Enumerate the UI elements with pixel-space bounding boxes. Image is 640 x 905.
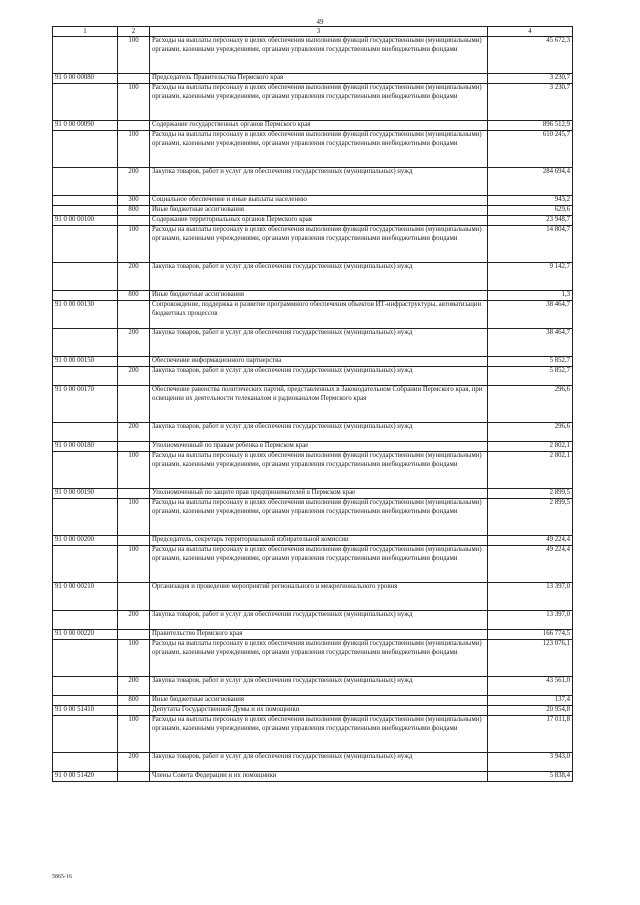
row-amount: 296,6 (488, 386, 573, 423)
row-type (118, 301, 150, 329)
row-name: Закупка товаров, работ и услуг для обеспечения государственных (муниципальных) нужд (150, 611, 488, 630)
row-code (53, 131, 118, 168)
row-amount: 14 804,7 (488, 226, 573, 263)
row-name: Председатель, секретарь территориальной избирательной комиссии (150, 536, 488, 546)
table-row (53, 196, 573, 206)
row-code (53, 611, 118, 630)
table-row (53, 753, 573, 772)
row-code: 91 0 00 00130 (53, 301, 118, 329)
table-row (53, 706, 573, 716)
table-row (53, 630, 573, 640)
row-code (53, 640, 118, 677)
row-name: Иные бюджетные ассигнования (150, 206, 488, 216)
row-name: Социальное обеспечение и иные выплаты населению (150, 196, 488, 206)
row-code (53, 367, 118, 386)
table-row (53, 291, 573, 301)
row-type: 100 (118, 499, 150, 536)
table-row (53, 301, 573, 329)
row-amount: 2 899,5 (488, 499, 573, 536)
row-code (53, 206, 118, 216)
row-amount: 2 899,5 (488, 489, 573, 499)
row-name: Иные бюджетные ассигнования (150, 696, 488, 706)
row-type: 100 (118, 452, 150, 489)
row-name: Расходы на выплаты персоналу в целях обеспечения выполнения функций государственными (муниципальными) органами, казенными учреждениями, органами управления государственными внебюджетными фондами (150, 499, 488, 536)
table-row (53, 206, 573, 216)
row-amount: 137,4 (488, 696, 573, 706)
row-amount: 896 512,9 (488, 121, 573, 131)
row-type: 800 (118, 291, 150, 301)
row-type (118, 536, 150, 546)
row-type: 800 (118, 206, 150, 216)
table-row (53, 37, 573, 74)
row-type: 200 (118, 168, 150, 196)
row-type: 100 (118, 226, 150, 263)
table-row (53, 367, 573, 386)
row-amount: 13 397,0 (488, 583, 573, 611)
row-amount: 2 802,1 (488, 452, 573, 489)
row-amount: 3 943,0 (488, 753, 573, 772)
row-amount: 13 397,0 (488, 611, 573, 630)
row-amount: 49 224,4 (488, 536, 573, 546)
row-amount: 3 230,7 (488, 74, 573, 84)
row-type: 100 (118, 640, 150, 677)
row-name: Содержание государственных органов Пермского края (150, 121, 488, 131)
row-name: Уполномоченный по защите прав предпринимателей в Пермском крае (150, 489, 488, 499)
row-code: 91 0 00 51420 (53, 772, 118, 782)
row-code (53, 226, 118, 263)
table-row (53, 583, 573, 611)
row-type: 100 (118, 37, 150, 74)
row-amount: 166 774,5 (488, 630, 573, 640)
row-type (118, 357, 150, 367)
table-row (53, 489, 573, 499)
table-row (53, 546, 573, 583)
row-code (53, 291, 118, 301)
row-name: Закупка товаров, работ и услуг для обеспечения государственных (муниципальных) нужд (150, 263, 488, 291)
row-amount: 296,6 (488, 423, 573, 442)
row-name: Обеспечение равенства политических партий, представленных в Законодательном Собрании Пермского края, при освещении их деятельности телеканалом и радиоканалом Пермского края (150, 386, 488, 423)
row-name: Уполномоченный по правам ребенка в Пермском крае (150, 442, 488, 452)
budget-table (52, 26, 573, 782)
row-amount: 23 948,7 (488, 216, 573, 226)
row-type (118, 121, 150, 131)
row-type: 100 (118, 84, 150, 121)
table-row (53, 442, 573, 452)
row-name: Расходы на выплаты персоналу в целях обеспечения выполнения функций государственными (муниципальными) органами, казенными учреждениями, органами управления государственными внебюджетными фондами (150, 84, 488, 121)
row-name: Закупка товаров, работ и услуг для обеспечения государственных (муниципальных) нужд (150, 329, 488, 357)
table-row (53, 74, 573, 84)
table-row (53, 168, 573, 196)
row-amount: 20 954,8 (488, 706, 573, 716)
table-row (53, 84, 573, 121)
row-amount: 943,2 (488, 196, 573, 206)
row-code (53, 696, 118, 706)
row-amount: 3 230,7 (488, 84, 573, 121)
row-code (53, 716, 118, 753)
row-type: 100 (118, 716, 150, 753)
row-type (118, 442, 150, 452)
row-type: 300 (118, 196, 150, 206)
table-row (53, 131, 573, 168)
header-row (53, 27, 573, 37)
row-amount: 17 011,8 (488, 716, 573, 753)
row-type (118, 216, 150, 226)
row-name: Председатель Правительства Пермского края (150, 74, 488, 84)
row-code (53, 329, 118, 357)
row-code (53, 168, 118, 196)
row-code: 91 0 00 00150 (53, 357, 118, 367)
table-row (53, 263, 573, 291)
row-code (53, 499, 118, 536)
row-code (53, 37, 118, 74)
row-amount: 5 838,4 (488, 772, 573, 782)
row-code (53, 546, 118, 583)
row-amount: 1,3 (488, 291, 573, 301)
row-type (118, 386, 150, 423)
row-amount: 45 672,3 (488, 37, 573, 74)
row-type: 100 (118, 131, 150, 168)
row-code: 91 0 00 00170 (53, 386, 118, 423)
row-amount: 284 694,4 (488, 168, 573, 196)
row-code: 91 0 00 00100 (53, 216, 118, 226)
row-type: 200 (118, 423, 150, 442)
row-code (53, 677, 118, 696)
row-code: 91 0 00 00090 (53, 121, 118, 131)
row-name: Члены Совета Федерации и их помощники (150, 772, 488, 782)
row-code: 91 0 00 00190 (53, 489, 118, 499)
table-row (53, 772, 573, 782)
row-name: Расходы на выплаты персоналу в целях обеспечения выполнения функций государственными (муниципальными) органами, казенными учреждениями, органами управления государственными внебюджетными фондами (150, 226, 488, 263)
row-name: Расходы на выплаты персоналу в целях обеспечения выполнения функций государственными (муниципальными) органами, казенными учреждениями, органами управления государственными внебюджетными фондами (150, 37, 488, 74)
row-amount: 5 852,7 (488, 367, 573, 386)
row-type (118, 630, 150, 640)
column-header-amount: 4 (488, 27, 573, 37)
table-row (53, 499, 573, 536)
table-row (53, 452, 573, 489)
table-row (53, 329, 573, 357)
row-type: 800 (118, 696, 150, 706)
row-amount: 38 464,7 (488, 301, 573, 329)
table-row (53, 716, 573, 753)
row-amount: 43 561,0 (488, 677, 573, 696)
row-code: 91 0 00 00180 (53, 442, 118, 452)
row-amount: 2 802,1 (488, 442, 573, 452)
row-code (53, 263, 118, 291)
row-name: Закупка товаров, работ и услуг для обеспечения государственных (муниципальных) нужд (150, 423, 488, 442)
row-name: Расходы на выплаты персоналу в целях обеспечения выполнения функций государственными (муниципальными) органами, казенными учреждениями, органами управления государственными внебюджетными фондами (150, 546, 488, 583)
row-type: 200 (118, 753, 150, 772)
row-type (118, 772, 150, 782)
row-amount: 38 464,7 (488, 329, 573, 357)
table-row (53, 611, 573, 630)
table-row (53, 677, 573, 696)
row-name: Закупка товаров, работ и услуг для обеспечения государственных (муниципальных) нужд (150, 367, 488, 386)
column-header-code: 1 (53, 27, 118, 37)
row-amount: 5 852,7 (488, 357, 573, 367)
page-number: 49 (316, 18, 324, 26)
table-row (53, 386, 573, 423)
row-code (53, 423, 118, 442)
row-code: 91 0 00 51410 (53, 706, 118, 716)
row-name: Расходы на выплаты персоналу в целях обеспечения выполнения функций государственными (муниципальными) органами, казенными учреждениями, органами управления государственными внебюджетными фондами (150, 131, 488, 168)
row-type: 200 (118, 263, 150, 291)
table-row (53, 696, 573, 706)
row-code: 91 0 00 00080 (53, 74, 118, 84)
table-row (53, 640, 573, 677)
row-amount: 629,6 (488, 206, 573, 216)
row-type: 100 (118, 546, 150, 583)
row-code (53, 753, 118, 772)
row-name: Правительство Пермского края (150, 630, 488, 640)
row-code: 91 0 00 00200 (53, 536, 118, 546)
row-type: 200 (118, 329, 150, 357)
row-name: Обеспечение информационного партнерства (150, 357, 488, 367)
row-code (53, 84, 118, 121)
row-type (118, 706, 150, 716)
row-name: Организация и проведение мероприятий регионального и межрегионального уровня (150, 583, 488, 611)
table-row (53, 216, 573, 226)
row-amount: 123 076,1 (488, 640, 573, 677)
row-type (118, 583, 150, 611)
row-name: Депутаты Государственной Думы и их помощники (150, 706, 488, 716)
row-code: 91 0 00 00220 (53, 630, 118, 640)
row-name: Содержание территориальных органов Пермского края (150, 216, 488, 226)
row-name: Расходы на выплаты персоналу в целях обеспечения выполнения функций государственными (муниципальными) органами, казенными учреждениями, органами управления государственными внебюджетными фондами (150, 640, 488, 677)
table-row (53, 226, 573, 263)
row-name: Закупка товаров, работ и услуг для обеспечения государственных (муниципальных) нужд (150, 677, 488, 696)
row-type: 200 (118, 611, 150, 630)
row-code (53, 196, 118, 206)
footer-code: 5865-16 (52, 874, 72, 880)
row-type (118, 489, 150, 499)
row-type: 200 (118, 677, 150, 696)
row-name: Закупка товаров, работ и услуг для обеспечения государственных (муниципальных) нужд (150, 753, 488, 772)
column-header-type: 2 (118, 27, 150, 37)
row-amount: 49 224,4 (488, 546, 573, 583)
row-name: Расходы на выплаты персоналу в целях обеспечения выполнения функций государственными (муниципальными) органами, казенными учреждениями, органами управления государственными внебюджетными фондами (150, 716, 488, 753)
row-code (53, 452, 118, 489)
row-type: 200 (118, 367, 150, 386)
row-name: Иные бюджетные ассигнования (150, 291, 488, 301)
row-code: 91 0 00 00210 (53, 583, 118, 611)
row-name: Сопровождение, поддержка и развитие программного обеспечения объектов ИТ-инфраструктуры, автоматизации бюджетных процессов (150, 301, 488, 329)
table-row (53, 357, 573, 367)
column-header-name: 3 (150, 27, 488, 37)
row-name: Расходы на выплаты персоналу в целях обеспечения выполнения функций государственными (муниципальными) органами, казенными учреждениями, органами управления государственными внебюджетными фондами (150, 452, 488, 489)
row-type (118, 74, 150, 84)
table-row (53, 536, 573, 546)
row-amount: 9 142,7 (488, 263, 573, 291)
row-name: Закупка товаров, работ и услуг для обеспечения государственных (муниципальных) нужд (150, 168, 488, 196)
table-row (53, 423, 573, 442)
row-amount: 610 245,7 (488, 131, 573, 168)
table-row (53, 121, 573, 131)
